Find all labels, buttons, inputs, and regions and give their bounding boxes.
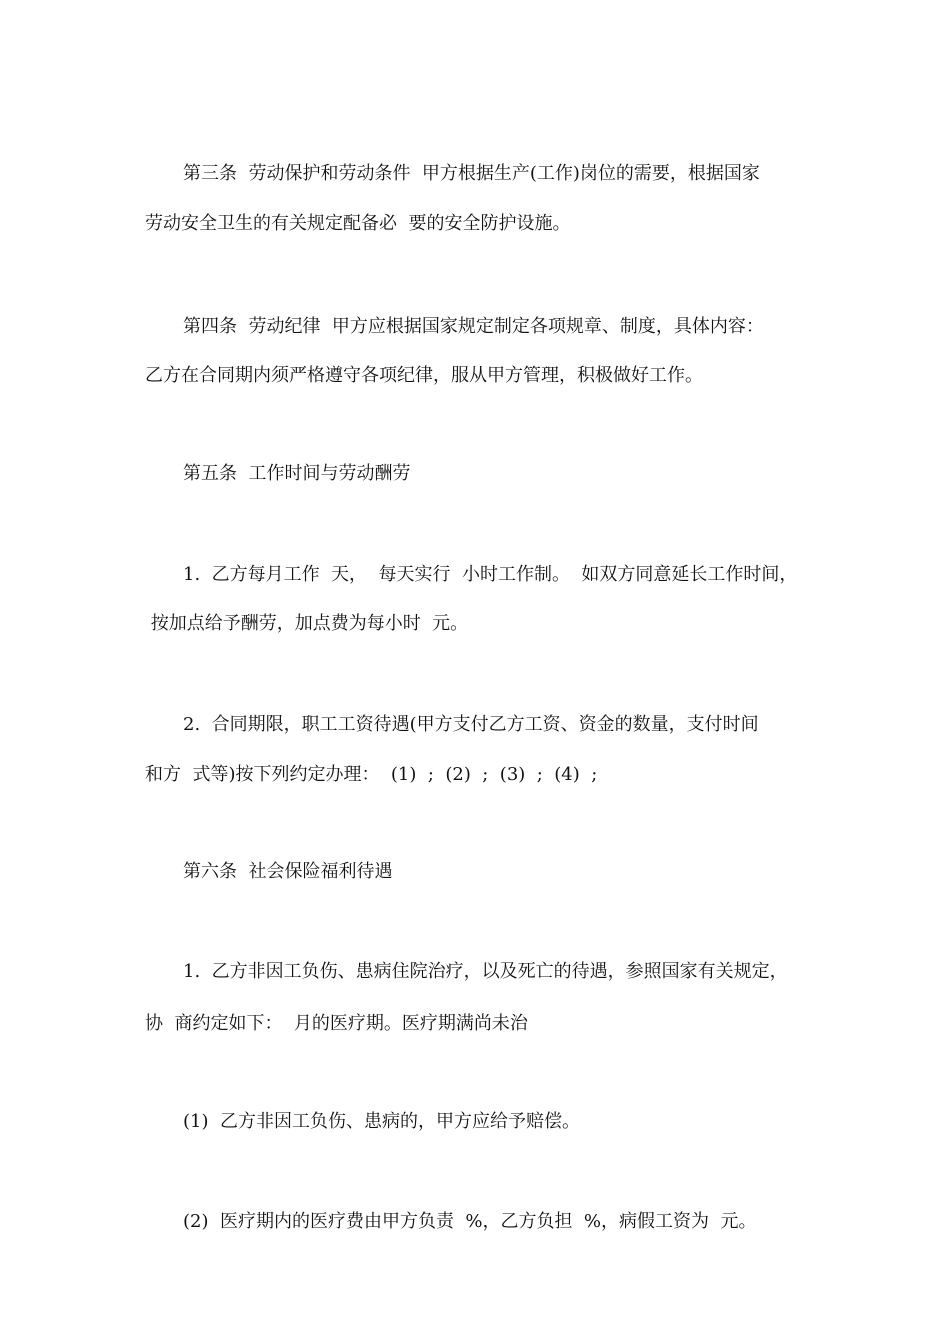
article-6-sub-item-1: (1) 乙方非因工负伤、患病的，甲方应给予赔偿。 bbox=[183, 1111, 580, 1132]
article-5-item-1-line-2: 按加点给予酬劳，加点费为每小时 元。 bbox=[145, 613, 469, 634]
article-4-line-1: 第四条 劳动纪律 甲方应根据国家规定制定各项规章、制度，具体内容： bbox=[183, 316, 764, 337]
article-6-item-1-line-2: 协 商约定如下： 月的医疗期。医疗期满尚未治 bbox=[145, 1013, 528, 1034]
article-3-line-2: 劳动安全卫生的有关规定配备必 要的安全防护设施。 bbox=[145, 213, 571, 234]
article-6-sub-item-2: (2) 医疗期内的医疗费由甲方负责 %，乙方负担 %，病假工资为 元。 bbox=[183, 1211, 757, 1232]
article-6-heading: 第六条 社会保险福利待遇 bbox=[183, 861, 393, 882]
article-5-item-2-line-1: 2. 合同期限，职工工资待遇(甲方支付乙方工资、资金的数量，支付时间 bbox=[183, 714, 759, 735]
article-3-line-1: 第三条 劳动保护和劳动条件 甲方根据生产(工作)岗位的需要，根据国家 bbox=[183, 163, 760, 184]
article-6-item-1-line-1: 1. 乙方非因工负伤、患病住院治疗，以及死亡的待遇，参照国家有关规定， bbox=[183, 961, 788, 982]
article-5-item-1-line-1: 1. 乙方每月工作 天， 每天实行 小时工作制。 如双方同意延长工作时间， bbox=[183, 564, 798, 585]
article-5-heading: 第五条 工作时间与劳动酬劳 bbox=[183, 463, 411, 484]
article-5-item-2-line-2: 和方 式等)按下列约定办理： (1) ; (2) ; (3) ; (4) ; bbox=[145, 764, 598, 785]
article-4-line-2: 乙方在合同期内须严格遵守各项纪律，服从甲方管理，积极做好工作。 bbox=[145, 365, 703, 386]
